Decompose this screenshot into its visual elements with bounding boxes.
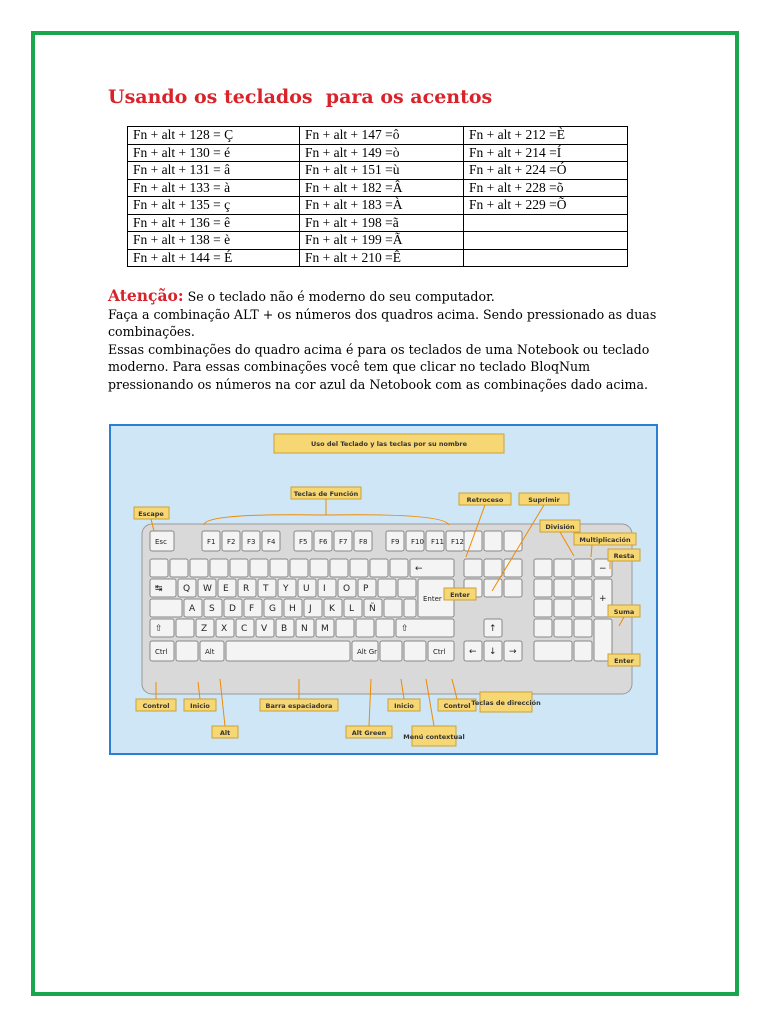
svg-text:F1: F1 (207, 538, 216, 546)
svg-text:F7: F7 (339, 538, 348, 546)
svg-text:H: H (289, 604, 296, 614)
key-nav (504, 579, 522, 597)
key-ccedilla (404, 599, 416, 617)
svg-text:↹: ↹ (155, 584, 163, 594)
table-row (128, 249, 628, 267)
table-cell: Fn + alt + 147 =ô (300, 127, 464, 145)
key-capslock (150, 599, 182, 617)
key-plus (398, 579, 416, 597)
svg-text:⇧: ⇧ (401, 624, 409, 634)
table-cell: Fn + alt + 130 = é (128, 144, 300, 162)
svg-text:T: T (263, 584, 269, 594)
key-number (210, 559, 228, 577)
key-g (264, 599, 282, 617)
svg-text:Z: Z (201, 624, 208, 634)
table-cell: Fn + alt + 228 =õ (464, 179, 628, 197)
table-row (128, 179, 628, 197)
label-function-keys: Teclas de Función (293, 490, 359, 498)
label-escape: Escape (138, 510, 164, 518)
key-number (250, 559, 268, 577)
key-f (244, 599, 262, 617)
label-alt-green: Alt Green (351, 729, 387, 737)
key-u (298, 579, 316, 597)
key-r (238, 579, 256, 597)
key-v (256, 619, 274, 637)
accent-codes-table (127, 126, 628, 267)
key-x (216, 619, 234, 637)
svg-text:+: + (599, 594, 607, 604)
label-multiplication: Multiplicación (579, 536, 631, 544)
svg-text:M: M (321, 624, 329, 634)
table-cell: Fn + alt + 214 =Í (464, 144, 628, 162)
key-scroll (484, 531, 502, 551)
key-f9 (386, 531, 404, 551)
table-cell: Fn + alt + 144 = É (128, 249, 300, 267)
label-subtract: Resta (613, 552, 635, 560)
table-cell: Fn + alt + 128 = Ç (128, 127, 300, 145)
key-f2 (222, 531, 240, 551)
key-t (258, 579, 276, 597)
svg-text:U: U (303, 584, 310, 594)
key-numpad-minus (594, 559, 612, 577)
svg-text:D: D (229, 604, 236, 614)
svg-text:F12: F12 (451, 538, 464, 546)
table-row (128, 214, 628, 232)
key-numpad (574, 619, 592, 637)
key-number (170, 559, 188, 577)
key-f7 (334, 531, 352, 551)
banner-text: Uso del Teclado y las teclas por su nombre (310, 440, 468, 448)
svg-text:Q: Q (183, 584, 191, 594)
svg-text:F: F (249, 604, 255, 614)
label-start-right: Inicio (394, 702, 414, 710)
key-ctrl-left (150, 641, 174, 661)
table-cell: Fn + alt + 212 =È (464, 127, 628, 145)
key-y (278, 579, 296, 597)
key-alt (200, 641, 224, 661)
svg-text:F3: F3 (247, 538, 256, 546)
key-left (464, 641, 482, 661)
svg-text:F6: F6 (319, 538, 328, 546)
svg-text:A: A (189, 604, 196, 614)
label-alt: Alt (219, 729, 231, 737)
key-number (190, 559, 208, 577)
svg-text:O: O (343, 584, 351, 594)
key-number (330, 559, 348, 577)
svg-text:X: X (221, 624, 228, 634)
table-row (128, 144, 628, 162)
key-number (270, 559, 288, 577)
key-j (304, 599, 322, 617)
key-i (318, 579, 336, 597)
note-lead: Atenção: (108, 286, 184, 305)
table-row (128, 127, 628, 145)
table-cell: Fn + alt + 149 =ò (300, 144, 464, 162)
table-cell (464, 232, 628, 250)
key-l (344, 599, 362, 617)
key-punct (336, 619, 354, 637)
key-number (390, 559, 408, 577)
key-f8 (354, 531, 372, 551)
table-cell: Fn + alt + 151 =ù (300, 162, 464, 180)
table-cell: Fn + alt + 182 =Â (300, 179, 464, 197)
svg-text:Enter: Enter (423, 595, 442, 603)
svg-text:⇧: ⇧ (155, 624, 163, 634)
svg-text:↑: ↑ (489, 624, 497, 634)
table-cell: Fn + alt + 131 = â (128, 162, 300, 180)
key-numpad (534, 619, 552, 637)
key-m (316, 619, 334, 637)
key-number (350, 559, 368, 577)
key-altgr (352, 641, 378, 661)
key-bracket (378, 579, 396, 597)
key-c (236, 619, 254, 637)
key-nav (484, 579, 502, 597)
key-f11 (426, 531, 444, 551)
note-line-1: Atenção: Se o teclado não é moderno do seu computador. (108, 286, 495, 305)
key-numpad-0 (534, 641, 572, 661)
keyboard-diagram-image (109, 424, 658, 755)
key-f3 (242, 531, 260, 551)
note-line-3: Essas combinações do quadro acima é para os teclados de uma Notebook ou teclado moderno. Para essas combinações você tem que clicar no teclado BloqNum pressionando os números na cor azul da Netobook com as combinações dado acima. (108, 341, 650, 392)
table-cell (464, 214, 628, 232)
keyboard-illustration (114, 429, 655, 752)
key-menu (404, 641, 426, 661)
label-enter-numpad: Enter (614, 657, 634, 665)
key-up (484, 619, 502, 637)
svg-text:F5: F5 (299, 538, 308, 546)
svg-text:Alt: Alt (205, 648, 215, 656)
svg-text:←: ← (469, 647, 477, 657)
svg-text:V: V (261, 624, 268, 634)
key-number (310, 559, 328, 577)
svg-text:S: S (209, 604, 215, 614)
svg-text:C: C (241, 624, 248, 634)
svg-text:→: → (509, 647, 517, 657)
svg-text:↓: ↓ (489, 647, 497, 657)
page-title: Usando os teclados para os acentos (108, 86, 493, 108)
key-f1 (202, 531, 220, 551)
key-brace (384, 599, 402, 617)
key-numpad (574, 599, 592, 617)
table-cell: Fn + alt + 199 =Ã (300, 232, 464, 250)
label-backspace: Retroceso (466, 496, 504, 504)
key-f6 (314, 531, 332, 551)
svg-text:W: W (203, 584, 212, 594)
key-number (230, 559, 248, 577)
table-cell: Fn + alt + 136 = ê (128, 214, 300, 232)
key-backspace (410, 559, 454, 577)
key-numpad (534, 579, 552, 597)
svg-text:G: G (269, 604, 276, 614)
table-row (128, 232, 628, 250)
key-nav (504, 559, 522, 577)
key-s (204, 599, 222, 617)
label-start-left: Inicio (190, 702, 210, 710)
svg-text:−: − (599, 564, 607, 574)
svg-text:E: E (223, 584, 229, 594)
key-p (358, 579, 376, 597)
label-enter: Enter (450, 591, 470, 599)
key-nav (464, 559, 482, 577)
svg-text:Ctrl: Ctrl (433, 648, 446, 656)
svg-text:R: R (243, 584, 250, 594)
key-f10 (406, 531, 424, 551)
key-b (276, 619, 294, 637)
key-f12 (446, 531, 464, 551)
svg-text:Ñ: Ñ (369, 604, 376, 614)
key-right (504, 641, 522, 661)
key-nav (484, 559, 502, 577)
key-numpad (574, 579, 592, 597)
table-cell: Fn + alt + 229 =Õ (464, 197, 628, 215)
key-f5 (294, 531, 312, 551)
key-numpad-dot (574, 641, 592, 661)
key-q (178, 579, 196, 597)
label-control-left: Control (142, 702, 170, 710)
label-add: Suma (613, 608, 635, 616)
key-win-right (380, 641, 402, 661)
table-cell: Fn + alt + 224 =Ó (464, 162, 628, 180)
key-h (284, 599, 302, 617)
key-numpad (554, 619, 572, 637)
key-shift-left (150, 619, 174, 637)
key-numpad (554, 579, 572, 597)
key-space (226, 641, 350, 661)
key-tab (150, 579, 176, 597)
key-z (196, 619, 214, 637)
key-pause (504, 531, 522, 551)
note-line-2: Faça a combinação ALT + os números dos quadros acima. Sendo pressionado as duas combinações. (108, 306, 657, 340)
key-numpad (554, 599, 572, 617)
table-cell: Fn + alt + 210 =Ê (300, 249, 464, 267)
svg-text:F8: F8 (359, 538, 368, 546)
label-control-right: Control (443, 702, 471, 710)
key-f4 (262, 531, 280, 551)
svg-text:I: I (323, 584, 326, 594)
svg-text:Esc: Esc (155, 538, 167, 546)
table-row (128, 162, 628, 180)
svg-text:B: B (281, 624, 288, 634)
key-w (198, 579, 216, 597)
key-numpad (534, 559, 552, 577)
svg-text:F9: F9 (391, 538, 400, 546)
label-division: División (545, 523, 575, 531)
svg-text:F4: F4 (267, 538, 276, 546)
svg-text:Alt Gr: Alt Gr (357, 648, 378, 656)
key-d (224, 599, 242, 617)
svg-text:L: L (349, 604, 355, 614)
table-cell: Fn + alt + 133 = à (128, 179, 300, 197)
svg-text:←: ← (415, 564, 423, 574)
svg-text:Ctrl: Ctrl (155, 648, 168, 656)
table-cell: Fn + alt + 135 = ç (128, 197, 300, 215)
svg-text:F10: F10 (411, 538, 424, 546)
key-enye (364, 599, 382, 617)
key-o (338, 579, 356, 597)
note-block (108, 287, 658, 394)
key-down (484, 641, 502, 661)
key-a (184, 599, 202, 617)
key-k (324, 599, 342, 617)
table-row (128, 197, 628, 215)
key-numpad (574, 559, 592, 577)
key-number (370, 559, 388, 577)
key-print (464, 531, 482, 551)
key-shift-right (396, 619, 454, 637)
svg-text:Y: Y (283, 584, 289, 594)
svg-text:F11: F11 (431, 538, 444, 546)
table-cell: Fn + alt + 183 =À (300, 197, 464, 215)
key-win-left (176, 641, 198, 661)
svg-text:N: N (301, 624, 308, 634)
svg-text:F2: F2 (227, 538, 236, 546)
label-delete: Suprimir (528, 496, 560, 504)
key-punct (356, 619, 374, 637)
svg-text:J: J (309, 604, 312, 614)
key-number (290, 559, 308, 577)
key-number (150, 559, 168, 577)
key-ctrl-right (428, 641, 454, 661)
label-context-menu: Menú contextual (403, 733, 465, 741)
table-cell (464, 249, 628, 267)
key-angle (176, 619, 194, 637)
key-n (296, 619, 314, 637)
label-space-bar: Barra espaciadora (265, 702, 333, 710)
key-esc (150, 531, 174, 551)
svg-text:P: P (363, 584, 369, 594)
label-arrow-keys: Teclas de dirección (471, 699, 541, 707)
key-punct (376, 619, 394, 637)
table-cell: Fn + alt + 138 = è (128, 232, 300, 250)
svg-text:K: K (329, 604, 335, 614)
key-numpad (554, 559, 572, 577)
key-e (218, 579, 236, 597)
table-cell: Fn + alt + 198 =ã (300, 214, 464, 232)
key-numpad (534, 599, 552, 617)
